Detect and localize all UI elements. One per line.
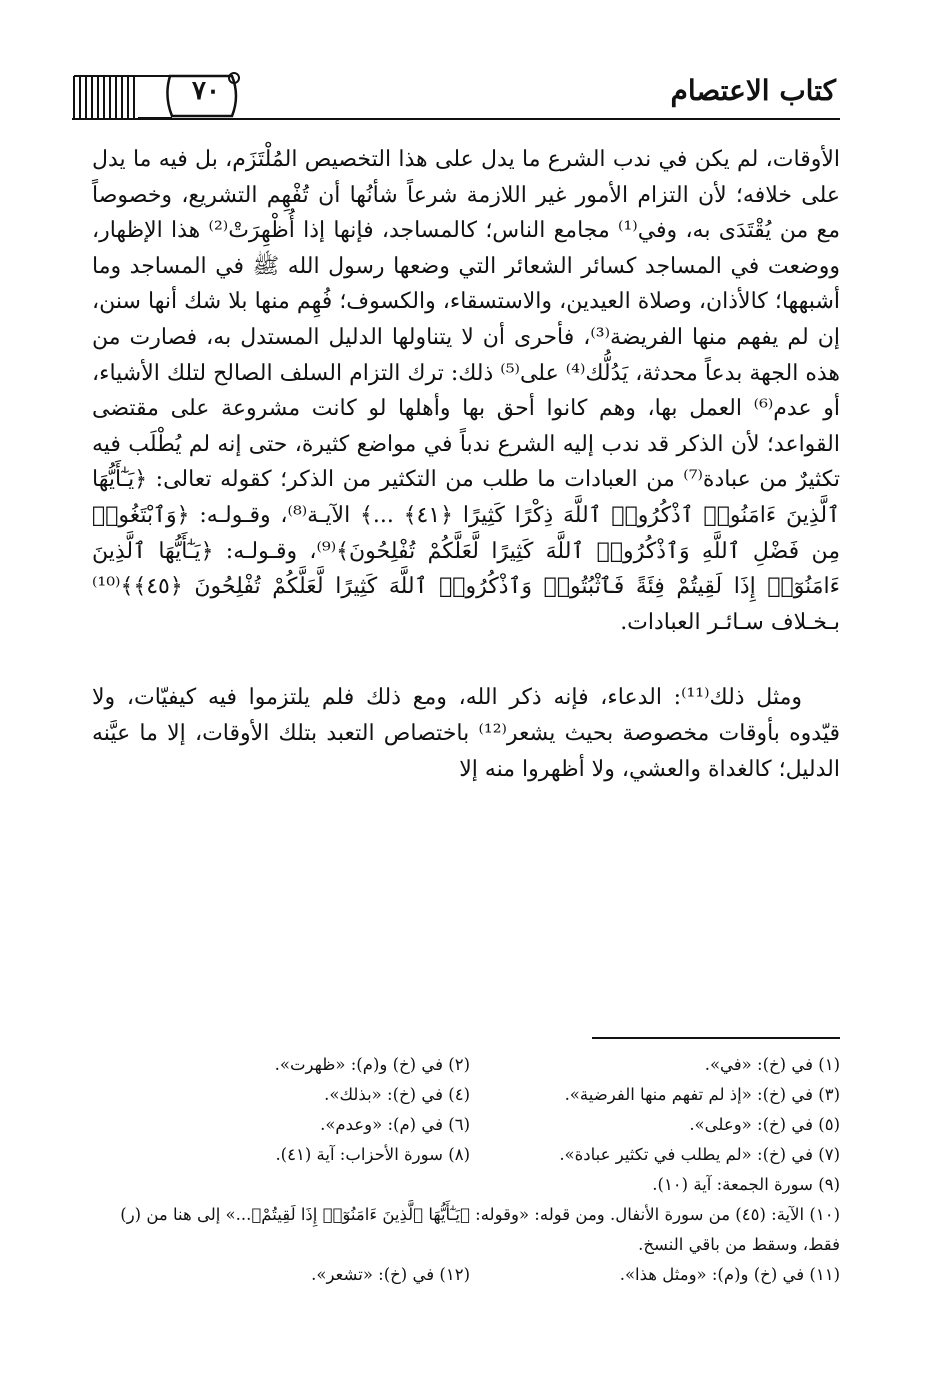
footnote: (٥) في (خ): «وعلى».: [689, 1115, 840, 1134]
footnote-row: [100, 1140, 840, 1170]
main-text: [92, 142, 840, 787]
body-paragraph: الأوقات، لم يكن في ندب الشرع ما يدل على هذا التخصيص المُلْتَزَم، بل فيه ما يدل على خلافه؛ لأن التزام الأمور غير اللازمة شرعاً شأنُها أن تُفْهِم التشريع، وخصوصاً مع من يُقْتَدَى به، وفي⁽¹⁾ مجامع الناس؛ كالمساجد، فإنها إذا أُظْهِرَتْ⁽²⁾ هذا الإظهار، ووضعت في المساجد كسائر الشعائر التي وضعها رسول الله ﷺ في المساجد وما أشبهها؛ كالأذان، وصلاة العيدين، والاستسقاء، والكسوف؛ فُهِم منها بلا شك أنها سنن، إن لم يفهم منها الفريضة⁽³⁾، فأحرى أن لا يتناولها الدليل المستدل به، فصارت من هذه الجهة بدعاً محدثة، يَدُلُّك⁽⁴⁾ على⁽⁵⁾ ذلك: ترك التزام السلف الصالح لتلك الأشياء، أو عدم⁽⁶⁾ العمل بها، وهم كانوا أحق بها وأهلها لو كانت مشروعة على مقتضى القواعد؛ لأن الذكر قد ندب إليه الشرع ندباً في مواضع كثيرة، حتى إنه لم يُطْلَب فيه تكثيرٌ من عبادة⁽⁷⁾ من العبادات ما طلب من التكثير من الذكر؛ كقوله تعالى: ﴿يَـٰٓأَيُّهَا ٱلَّذِينَ ءَامَنُوا۟ ٱذْكُرُوا۟ ٱللَّهَ ذِكْرًا كَثِيرًا ﴿٤١﴾ ...﴾ الآيـة⁽⁸⁾، وقـولـه: ﴿وَٱبْتَغُوا۟ مِن فَضْلِ ٱللَّهِ وَٱذْكُرُوا۟ ٱللَّهَ كَثِيرًا لَّعَلَّكُمْ تُفْلِحُونَ﴾⁽⁹⁾، وقـولـه: ﴿يَـٰٓأَيُّهَا ٱلَّذِينَ ءَامَنُوٓا۟ إِذَا لَقِيتُمْ فِئَةً فَٱثْبُتُوا۟ وَٱذْكُرُوا۟ ٱللَّهَ كَثِيرًا لَّعَلَّكُمْ تُفْلِحُونَ ﴿٤٥﴾﴾⁽¹⁰⁾ بـخـلاف سـائـر العبادات.: [92, 147, 841, 635]
footnote-row: [100, 1170, 840, 1200]
running-header: [72, 70, 840, 120]
footnote: (٢) في (خ) و(م): «ظهرت».: [274, 1055, 470, 1074]
footnote-row: [100, 1050, 840, 1080]
footnote-row: [100, 1080, 840, 1110]
page-number: ٧٠: [192, 76, 220, 106]
footnotes: [100, 1050, 840, 1290]
footnote: (٣) في (خ): «إذ لم تفهم منها الفرضية».: [564, 1085, 840, 1104]
footnote: (١٢) في (خ): «تشعر».: [311, 1265, 470, 1284]
header-book-title: كتاب الاعتصام: [670, 74, 836, 107]
footnote: (٧) في (خ): «لم يطلب في تكثير عبادة».: [559, 1145, 840, 1164]
footnote-row: [100, 1260, 840, 1290]
footnote: (١٠) الآية: (٤٥) من سورة الأنفال. ومن قوله: «وقوله: ﴿يَـٰٓأَيُّهَا ٱلَّذِينَ ءَامَنُوٓا۟ إِذَا لَقِيتُمْ﴾...» إلى هنا من (ر) فقط، وسقط من باقي النسخ.: [120, 1205, 840, 1254]
footnote: (٨) سورة الأحزاب: آية (٤١).: [275, 1145, 470, 1164]
body-paragraph: ومثل ذلك⁽¹¹⁾: الدعاء، فإنه ذكر الله، ومع ذلك فلم يلتزموا فيه كيفيّات، ولا قيّدوه بأوقات مخصوصة بحيث يشعر⁽¹²⁾ باختصاص التعبد بتلك الأوقات، إلا ما عيَّنه الدليل؛ كالغداة والعشي، ولا أظهروا منه إلا: [92, 685, 840, 782]
footnote-row: [100, 1110, 840, 1140]
footnote: (١١) في (خ) و(م): «ومثل هذا».: [619, 1265, 840, 1284]
footnote-separator: [592, 1037, 840, 1039]
footnote: (٦) في (م): «وعدم».: [320, 1115, 470, 1134]
footnote: (١) في (خ): «في».: [704, 1055, 840, 1074]
footnote: (٤) في (خ): «بذلك».: [324, 1085, 470, 1104]
footnote: (٩) سورة الجمعة: آية (١٠).: [652, 1175, 840, 1194]
